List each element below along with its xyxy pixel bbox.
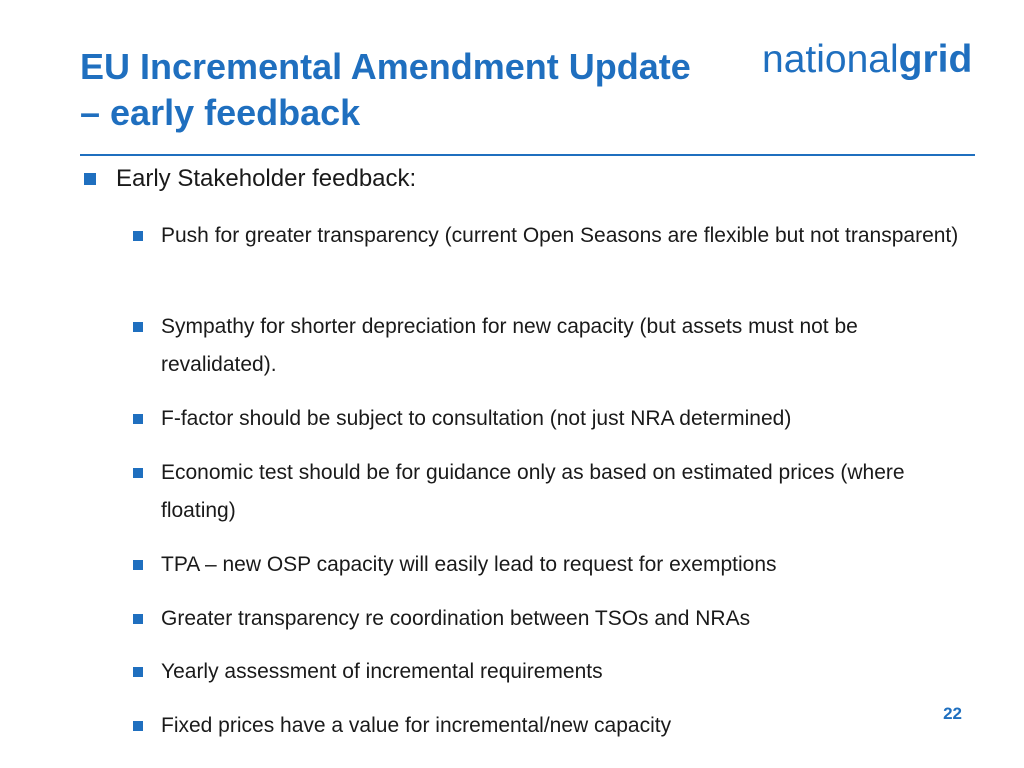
square-bullet-icon xyxy=(133,560,143,570)
logo-text-bold: grid xyxy=(898,38,973,81)
slide-title xyxy=(80,44,760,136)
square-bullet-icon xyxy=(133,231,143,241)
sub-bullet-text-8: Fixed prices have a value for incremental/new capacity xyxy=(161,714,672,737)
main-bullet-text: Early Stakeholder feedback: xyxy=(116,165,417,192)
national-grid-logo xyxy=(762,36,972,84)
square-bullet-icon xyxy=(133,468,143,478)
slide-title-line-2: – early feedback xyxy=(80,92,361,133)
title-divider xyxy=(80,154,975,156)
sub-bullet-text-1: Push for greater transparency (current Open Seasons are flexible but not transparent) xyxy=(161,224,959,247)
square-bullet-icon xyxy=(133,614,143,624)
square-bullet-icon xyxy=(133,667,143,677)
sub-bullet-text-2: Sympathy for shorter depreciation for new capacity (but assets must not be revalidated). xyxy=(161,315,858,376)
sub-bullet-text-7: Yearly assessment of incremental requirements xyxy=(161,660,603,683)
square-bullet-icon xyxy=(133,414,143,424)
logo-text-regular: national xyxy=(762,38,899,81)
slide-title-line-1: EU Incremental Amendment Update xyxy=(80,46,691,87)
square-bullet-icon xyxy=(133,721,143,731)
square-bullet-icon xyxy=(133,322,143,332)
square-bullet-icon xyxy=(84,173,96,185)
sub-bullet-text-4: Economic test should be for guidance only as based on estimated prices (where floating) xyxy=(161,461,905,522)
page-number: 22 xyxy=(943,704,962,723)
sub-bullet-text-6: Greater transparency re coordination between TSOs and NRAs xyxy=(161,607,751,630)
sub-bullet-text-5: TPA – new OSP capacity will easily lead to request for exemptions xyxy=(161,553,777,576)
sub-bullet-text-3: F-factor should be subject to consultation (not just NRA determined) xyxy=(161,407,792,430)
